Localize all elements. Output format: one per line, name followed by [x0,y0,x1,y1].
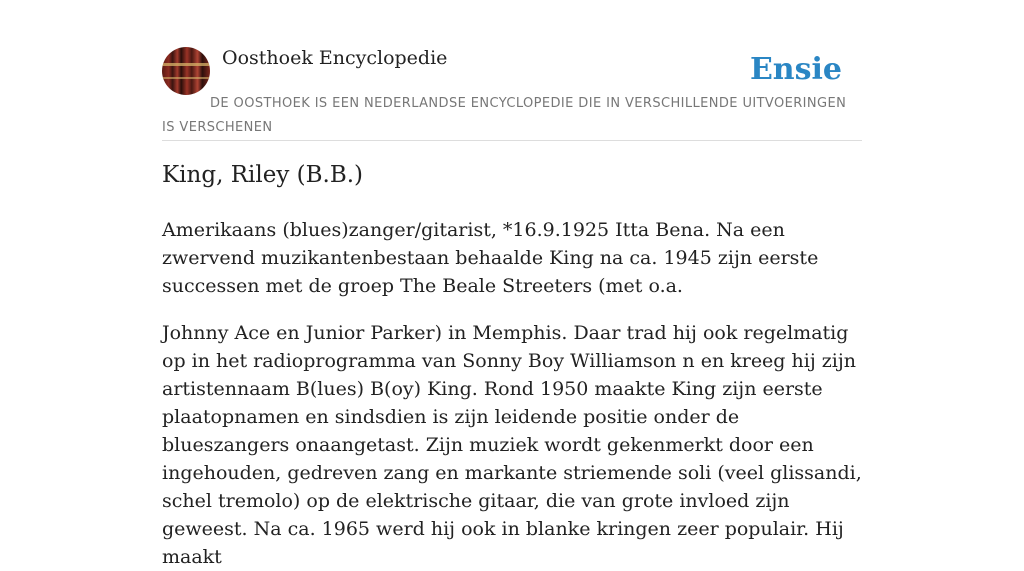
article-paragraph: Amerikaans (blues)zanger/gitarist, *16.9.1925 Itta Bena. Na een zwervend muzikantenbestaan behaalde King na ca. 1945 zijn eerste successen met de groep The Beale Streeters (met o.a. [162,219,819,297]
book-spines-icon[interactable] [162,47,210,95]
site-tagline: DE OOSTHOEK IS EEN NEDERLANDSE ENCYCLOPEDIE DIE IN VERSCHILLENDE UITVOERINGEN IS VERSCHENEN [162,96,847,135]
article-paragraph: Johnny Ace en Junior Parker) in Memphis. Daar trad hij ook regelmatig op in het radioprogramma van Sonny Boy Williamson n en kreeg hij zijn artistennaam B(lues) B(oy) King. Rond 1950 maakte King zijn eerste plaatopnamen en sindsdien is zijn leidende positie onder de blueszangers onaangetast. Zijn muziek wordt gekenmerkt door een ingehouden, gedreven zang en markante striemende soli (veel glissandi, schel tremolo) op de elektrische gitaar, die van grote invloed zijn geweest. Na ca. 1965 werd hij ook in blanke kringen zeer populair. Hij maakt [162,322,862,568]
site-header [162,0,862,141]
page-container [162,0,862,568]
site-name-link[interactable]: Oosthoek Encyclopedie [222,47,448,69]
ensie-logo[interactable]: Ensie [749,52,842,87]
article-title: King, Riley (B.B.) [162,162,364,188]
